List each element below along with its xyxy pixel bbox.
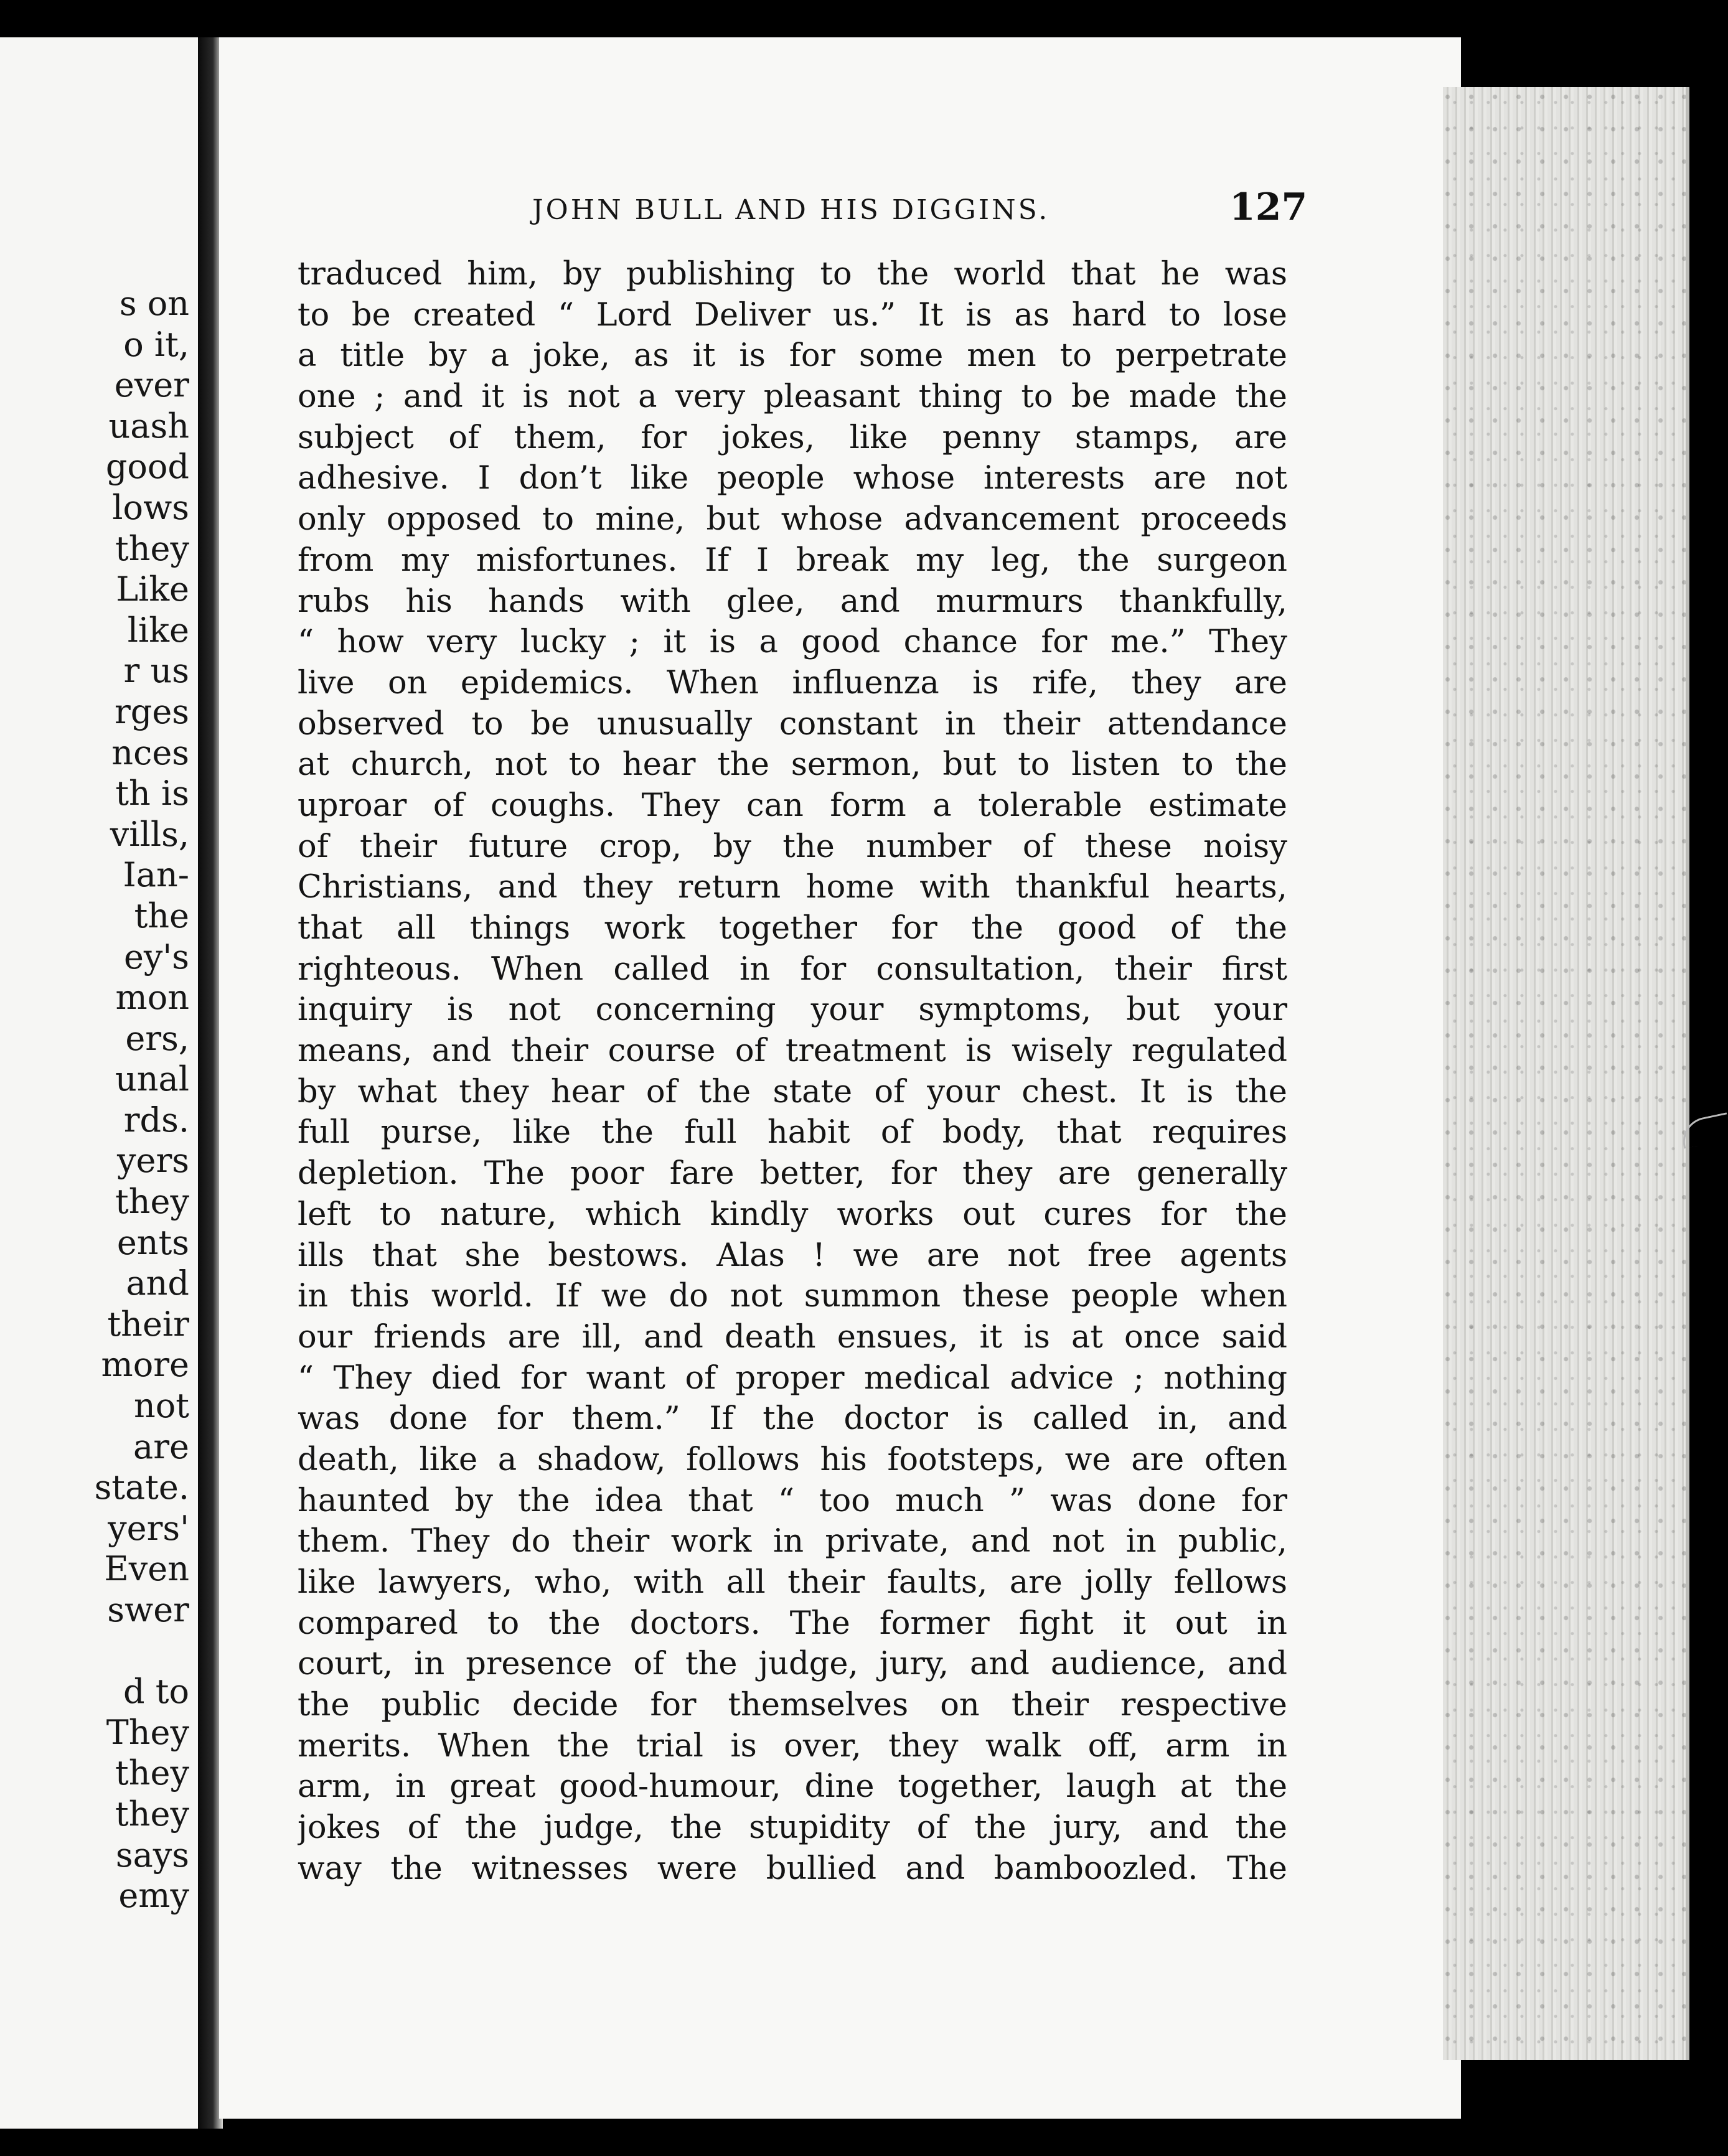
left-fragment-line: emy xyxy=(118,1876,189,1916)
left-fragment-line: uash xyxy=(108,406,189,446)
running-head-title: JOHN BULL AND HIS DIGGINS. xyxy=(532,194,1050,226)
left-fragment-line: not xyxy=(134,1386,189,1426)
body-text-line: “ how very lucky ; it is a good chance for me.” They xyxy=(298,624,1287,661)
left-fragment-line: says xyxy=(115,1835,189,1875)
body-text-line: way the witnesses were bullied and bamboozled. The xyxy=(298,1850,1287,1887)
left-fragment-line: swer xyxy=(107,1590,189,1629)
left-fragment-line: good xyxy=(105,447,189,487)
body-text-line: subject of them, for jokes, like penny stamps, are xyxy=(298,419,1287,456)
left-fragment-line: vills, xyxy=(110,814,189,854)
body-text-line: merits. When the trial is over, they walk off, arm in xyxy=(298,1727,1287,1765)
left-fragment-line: like xyxy=(127,610,189,650)
left-fragment-line: s on xyxy=(119,284,189,323)
body-text-line: traduced him, by publishing to the world that he was xyxy=(298,256,1287,293)
body-text-line: at church, not to hear the sermon, but to listen to the xyxy=(298,746,1287,784)
body-text-line: from my misfortunes. If I break my leg, the surgeon xyxy=(298,541,1287,579)
left-fragment-line: they xyxy=(115,1182,189,1222)
body-text-line: by what they hear of the state of your chest. It is the xyxy=(298,1073,1287,1110)
left-fragment-line: the xyxy=(134,896,189,935)
left-fragment-line: rds. xyxy=(123,1100,189,1140)
left-fragment-line: Ian- xyxy=(123,855,189,895)
left-fragment-line: ers, xyxy=(125,1018,189,1058)
body-text-line: to be created “ Lord Deliver us.” It is as hard to lose xyxy=(298,296,1287,334)
body-text-line: like lawyers, who, with all their faults, are jolly fellows xyxy=(298,1564,1287,1601)
body-text-line: observed to be unusually constant in their attendance xyxy=(298,705,1287,743)
left-fragment-line: mon xyxy=(115,978,189,1018)
body-text-line: arm, in great good-humour, dine together, laugh at the xyxy=(298,1768,1287,1806)
left-fragment-line: nces xyxy=(111,733,189,772)
body-text-line: of their future crop, by the number of these noisy xyxy=(298,828,1287,865)
left-fragment-line: Even xyxy=(104,1549,189,1589)
left-fragment-line: th is xyxy=(115,774,189,813)
body-text-line: left to nature, which kindly works out cures for the xyxy=(298,1196,1287,1233)
left-fragment-line: they xyxy=(115,528,189,568)
body-text-line: adhesive. I don’t like people whose interests are not xyxy=(298,460,1287,497)
left-fragment-line: They xyxy=(106,1712,189,1752)
body-text-line: our friends are ill, and death ensues, it is at once said xyxy=(298,1318,1287,1356)
left-page-text-fragments xyxy=(2,283,189,1916)
left-fragment-line: ey's xyxy=(123,937,189,977)
body-text-line: jokes of the judge, the stupidity of the jury, and the xyxy=(298,1809,1287,1847)
book-fore-edge xyxy=(1443,87,1689,2060)
left-fragment-line: state. xyxy=(94,1468,189,1507)
body-text-line: death, like a shadow, follows his footsteps, we are often xyxy=(298,1441,1287,1478)
left-fragment-line: yers xyxy=(117,1141,189,1181)
body-text-line: one ; and it is not a very pleasant thing to be made the xyxy=(298,378,1287,416)
left-fragment-line: Like xyxy=(116,569,189,609)
left-fragment-line: d to xyxy=(123,1672,189,1712)
body-text-line: the public decide for themselves on their respective xyxy=(298,1687,1287,1724)
body-text-line: righteous. When called in for consultation, their first xyxy=(298,950,1287,988)
body-text-line: inquiry is not concerning your symptoms, but your xyxy=(298,991,1287,1029)
left-facing-page xyxy=(0,37,207,2129)
left-fragment-line: and xyxy=(126,1263,189,1303)
body-text-line: full purse, like the full habit of body, that requires xyxy=(298,1114,1287,1151)
body-text-line: only opposed to mine, but whose advancement proceeds xyxy=(298,501,1287,538)
body-text-line: depletion. The poor fare better, for they are generally xyxy=(298,1155,1287,1193)
body-text-line: compared to the doctors. The former fight it out in xyxy=(298,1605,1287,1642)
left-fragment-line xyxy=(2,1631,189,1672)
left-fragment-line: are xyxy=(133,1427,189,1466)
page-number: 127 xyxy=(1229,185,1308,229)
body-text-line: haunted by the idea that “ too much ” was done for xyxy=(298,1482,1287,1519)
body-text-line: Christians, and they return home with thankful hearts, xyxy=(298,869,1287,906)
left-fragment-line: unal xyxy=(115,1059,189,1099)
left-fragment-line: o it, xyxy=(123,324,189,364)
body-text-line: rubs his hands with glee, and murmurs thankfully, xyxy=(298,583,1287,620)
left-fragment-line: lows xyxy=(112,487,189,527)
body-text-line: that all things work together for the good of the xyxy=(298,910,1287,947)
left-fragment-line: yers' xyxy=(108,1508,189,1548)
body-text-line: in this world. If we do not summon these people when xyxy=(298,1278,1287,1315)
body-text-line: ills that she bestows. Alas ! we are not free agents xyxy=(298,1237,1287,1274)
left-fragment-line: they xyxy=(115,1794,189,1834)
page-body-text xyxy=(298,254,1287,1890)
body-text-line: means, and their course of treatment is wisely regulated xyxy=(298,1033,1287,1070)
body-text-line: them. They do their work in private, and not in public, xyxy=(298,1523,1287,1560)
left-fragment-line: they xyxy=(115,1753,189,1793)
left-fragment-line: r us xyxy=(123,651,189,691)
body-text-line: a title by a joke, as it is for some men to perpetrate xyxy=(298,337,1287,375)
left-fragment-line: their xyxy=(107,1304,189,1344)
left-fragment-line: ever xyxy=(114,365,189,405)
left-fragment-line: more xyxy=(101,1345,189,1385)
body-text-line: was done for them.” If the doctor is called in, and xyxy=(298,1400,1287,1438)
left-fragment-line: ents xyxy=(116,1222,189,1262)
body-text-line: “ They died for want of proper medical advice ; nothing xyxy=(298,1359,1287,1397)
body-text-line: court, in presence of the judge, jury, and audience, and xyxy=(298,1646,1287,1683)
body-text-line: live on epidemics. When influenza is rife, they are xyxy=(298,664,1287,701)
left-fragment-line: rges xyxy=(114,691,189,731)
body-text-line: uproar of coughs. They can form a tolerable estimate xyxy=(298,787,1287,824)
